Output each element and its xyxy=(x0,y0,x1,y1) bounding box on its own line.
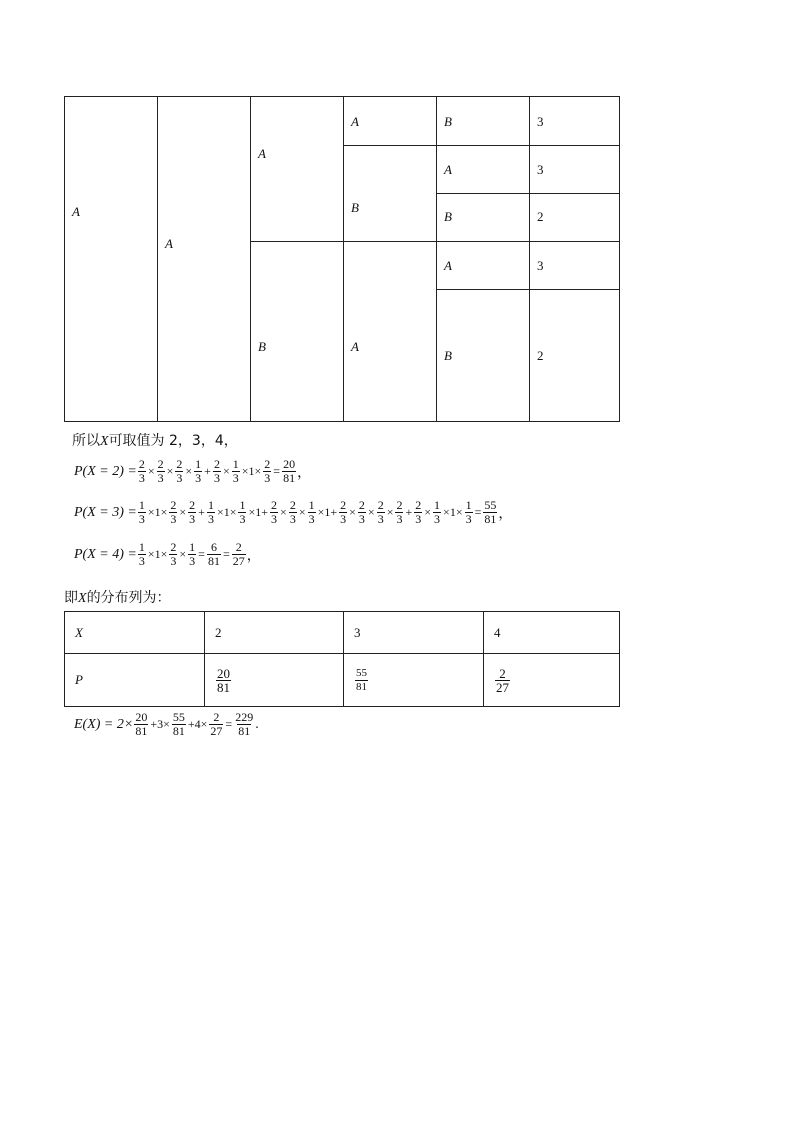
dist-prob-1-den: 81 xyxy=(217,679,230,695)
eq2-denominator: 3 xyxy=(239,512,246,526)
tree-col4-b-cell xyxy=(343,145,437,242)
intro-sentence xyxy=(72,430,238,450)
eq2-operator: × xyxy=(280,505,287,519)
tree-col6-r5-value: 2 xyxy=(537,348,544,363)
dist-prob-3-num: 2 xyxy=(499,665,506,681)
table-row xyxy=(65,612,620,654)
dist-header-2: 2 xyxy=(205,612,344,654)
eq1-operator: × xyxy=(222,464,230,478)
tree-col3-top-cell xyxy=(250,96,344,242)
exp-terms xyxy=(133,711,233,738)
dist-var: X xyxy=(78,591,87,606)
tree-col5-r5-label: B xyxy=(444,348,452,363)
eq2-terms xyxy=(137,499,483,526)
intro-post: 可取值为 2，3，4， xyxy=(108,433,238,449)
eq2-fraction xyxy=(270,499,278,526)
eq2-denominator: 3 xyxy=(308,512,315,526)
eq2-numerator: 1 xyxy=(434,498,441,512)
eq2-denominator: 3 xyxy=(170,512,177,526)
eq2-fraction xyxy=(289,499,297,526)
eq2-denominator: 3 xyxy=(271,512,278,526)
eq3-result xyxy=(232,541,246,568)
eq2-numerator: 1 xyxy=(207,498,214,512)
eq3-tail: ， xyxy=(246,547,261,564)
eq1-operator: = xyxy=(273,464,281,478)
eq2-denominator: 3 xyxy=(289,512,296,526)
exp-result-num: 229 xyxy=(235,710,254,724)
eq3-denominator: 3 xyxy=(189,554,196,568)
exp-fraction xyxy=(172,711,186,738)
eq2-numerator: 1 xyxy=(465,498,472,512)
eq2-numerator: 2 xyxy=(377,498,384,512)
dist-post: 的分布列为： xyxy=(86,590,171,606)
exp-denominator: 81 xyxy=(135,724,148,738)
eq3-fraction xyxy=(138,541,146,568)
eq3-lhs: P(X = 4) = xyxy=(74,546,137,562)
eq2-operator: × xyxy=(424,505,432,519)
tree-col6-r4-value: 3 xyxy=(537,258,544,273)
eq3-numerator: 2 xyxy=(170,540,177,554)
eq2-numerator: 2 xyxy=(271,498,278,512)
eq2-operator: = xyxy=(474,505,482,519)
tree-col4-c-cell xyxy=(343,241,437,422)
exp-tail: . xyxy=(255,716,259,732)
tree-col2-label: A xyxy=(165,236,173,251)
eq1-operator: × xyxy=(185,464,193,478)
eq2-fraction xyxy=(395,499,403,526)
exp-operator: +4× xyxy=(187,717,208,731)
equation-p2 xyxy=(74,458,311,485)
eq1-denominator: 3 xyxy=(157,471,164,485)
eq3-fraction xyxy=(207,541,221,568)
tree-col5-r3-label: B xyxy=(444,209,452,224)
eq1-fraction xyxy=(232,458,240,485)
eq2-operator: × xyxy=(298,505,306,519)
tree-col6-r3-value: 2 xyxy=(537,209,544,224)
eq1-denominator: 3 xyxy=(213,471,220,485)
distribution-sentence xyxy=(64,587,171,607)
eq2-fraction xyxy=(138,499,146,526)
eq2-denominator: 3 xyxy=(138,512,145,526)
eq2-operator: ×1+ xyxy=(248,505,269,519)
eq1-operator: × xyxy=(147,464,155,478)
eq2-result-den: 81 xyxy=(484,512,497,526)
exp-operator: = xyxy=(225,717,233,731)
eq2-operator: × xyxy=(386,505,394,519)
tree-col1-label: A xyxy=(72,204,80,219)
tree-col6-r1-value: 3 xyxy=(537,114,544,129)
eq3-operator: = xyxy=(198,547,205,561)
eq2-operator: × xyxy=(349,505,356,519)
dist-prob-2 xyxy=(344,654,484,707)
eq2-fraction xyxy=(377,499,385,526)
eq2-numerator: 2 xyxy=(189,498,196,512)
exp-result xyxy=(234,711,254,738)
eq3-operator: × xyxy=(179,547,187,561)
eq2-tail: ， xyxy=(498,505,513,522)
eq2-denominator: 3 xyxy=(207,512,214,526)
eq1-numerator: 1 xyxy=(195,457,202,471)
eq1-denominator: 3 xyxy=(176,471,183,485)
dist-prob-2-den: 81 xyxy=(356,680,367,693)
eq1-operator: ×1× xyxy=(241,464,262,478)
dist-prob-1 xyxy=(205,654,344,707)
eq1-denominator: 3 xyxy=(195,471,202,485)
eq2-numerator: 2 xyxy=(415,498,422,512)
exp-numerator: 20 xyxy=(135,710,148,724)
dist-header-x: X xyxy=(65,612,205,654)
eq3-result-num: 2 xyxy=(235,540,242,554)
eq2-operator: + xyxy=(198,505,205,519)
eq2-operator: × xyxy=(367,505,375,519)
exp-denominator: 27 xyxy=(210,724,223,738)
eq3-numerator: 1 xyxy=(189,540,196,554)
eq3-fraction xyxy=(188,541,196,568)
equation-p3 xyxy=(74,499,512,526)
exp-result-den: 81 xyxy=(238,724,251,738)
eq2-fraction xyxy=(465,499,473,526)
exp-fraction xyxy=(134,711,148,738)
tree-col4-c-label: A xyxy=(351,339,359,354)
eq3-operator: ×1× xyxy=(147,547,168,561)
eq1-result-num: 20 xyxy=(283,457,296,471)
eq2-denominator: 3 xyxy=(377,512,384,526)
distribution-table xyxy=(64,611,620,707)
eq3-numerator: 1 xyxy=(138,540,145,554)
eq2-denominator: 3 xyxy=(465,512,472,526)
eq1-fraction xyxy=(157,458,165,485)
dist-prob-2-num: 55 xyxy=(356,666,367,679)
exp-fraction xyxy=(209,711,223,738)
eq1-terms xyxy=(137,458,281,485)
table-row xyxy=(65,654,620,707)
eq2-numerator: 2 xyxy=(396,498,403,512)
eq3-denominator: 3 xyxy=(170,554,177,568)
eq2-fraction xyxy=(339,499,347,526)
eq2-denominator: 3 xyxy=(434,512,441,526)
eq2-denominator: 3 xyxy=(189,512,196,526)
dist-prob-3-den: 27 xyxy=(496,679,509,695)
eq2-lhs: P(X = 3) = xyxy=(74,504,137,520)
dist-pre: 即 xyxy=(64,590,78,606)
eq1-tail: ， xyxy=(297,464,312,481)
dist-header-3: 3 xyxy=(344,612,484,654)
eq1-operator: + xyxy=(204,464,211,478)
eq2-operator: ×1+ xyxy=(317,505,338,519)
eq2-operator: ×1× xyxy=(216,505,237,519)
eq1-denominator: 3 xyxy=(232,471,239,485)
eq1-result xyxy=(282,458,296,485)
eq2-denominator: 3 xyxy=(396,512,403,526)
expectation-line xyxy=(74,711,259,738)
tree-col5-r4-label: A xyxy=(444,258,452,273)
dist-prob-3 xyxy=(484,654,620,707)
eq2-numerator: 1 xyxy=(308,498,315,512)
eq2-denominator: 3 xyxy=(358,512,365,526)
outcome-tree-table xyxy=(64,96,620,422)
eq2-fraction xyxy=(169,499,177,526)
tree-col3-bottom-cell xyxy=(250,241,344,422)
eq1-result-den: 81 xyxy=(283,471,296,485)
eq1-numerator: 2 xyxy=(264,457,271,471)
eq1-fraction xyxy=(263,458,271,485)
eq1-operator: × xyxy=(166,464,174,478)
intro-var: X xyxy=(100,434,109,449)
eq2-denominator: 3 xyxy=(415,512,422,526)
dist-header-4: 4 xyxy=(484,612,620,654)
eq2-numerator: 2 xyxy=(358,498,365,512)
eq1-denominator: 3 xyxy=(138,471,145,485)
eq2-numerator: 2 xyxy=(170,498,177,512)
tree-col5-r1-label: B xyxy=(444,114,452,129)
eq3-fraction xyxy=(169,541,177,568)
eq2-result xyxy=(483,499,497,526)
intro-pre: 所以 xyxy=(72,433,100,449)
exp-denominator: 81 xyxy=(172,724,185,738)
eq3-result-den: 27 xyxy=(232,554,245,568)
exp-lhs: E(X) = 2× xyxy=(74,716,134,732)
eq1-numerator: 2 xyxy=(157,457,164,471)
eq2-denominator: 3 xyxy=(340,512,347,526)
tree-col6-r2-value: 3 xyxy=(537,162,544,177)
exp-numerator: 2 xyxy=(213,710,220,724)
eq2-result-num: 55 xyxy=(484,498,497,512)
eq2-numerator: 1 xyxy=(239,498,246,512)
eq1-denominator: 3 xyxy=(264,471,271,485)
eq2-fraction xyxy=(358,499,366,526)
eq2-operator: ×1× xyxy=(147,505,168,519)
tree-col2-cell xyxy=(157,96,251,422)
eq3-terms xyxy=(137,541,231,568)
eq1-lhs: P(X = 2) = xyxy=(74,463,137,479)
eq2-fraction xyxy=(308,499,316,526)
eq3-operator: = xyxy=(222,547,230,561)
exp-numerator: 55 xyxy=(172,710,185,724)
eq2-fraction xyxy=(414,499,422,526)
tree-col1-cell xyxy=(64,96,158,422)
eq2-operator: + xyxy=(405,505,413,519)
tree-col5-r2-label: A xyxy=(444,162,452,177)
eq2-fraction xyxy=(188,499,196,526)
eq1-fraction xyxy=(175,458,183,485)
eq1-numerator: 2 xyxy=(176,457,183,471)
eq2-fraction xyxy=(238,499,246,526)
eq1-fraction xyxy=(213,458,221,485)
eq1-numerator: 2 xyxy=(213,457,220,471)
eq2-operator: × xyxy=(179,505,187,519)
eq3-numerator: 6 xyxy=(210,540,217,554)
eq2-fraction xyxy=(207,499,215,526)
tree-col4-a-label: A xyxy=(351,114,359,129)
equation-p4 xyxy=(74,541,261,568)
eq2-operator: ×1× xyxy=(443,505,463,519)
eq3-denominator: 81 xyxy=(207,554,220,568)
tree-col3-bottom-label: B xyxy=(258,339,266,354)
tree-col4-b-label: B xyxy=(351,200,359,215)
dist-row-label: P xyxy=(65,654,205,707)
eq2-numerator: 2 xyxy=(289,498,296,512)
eq3-denominator: 3 xyxy=(138,554,145,568)
dist-prob-1-num: 20 xyxy=(217,665,230,681)
eq2-numerator: 1 xyxy=(138,498,145,512)
eq1-fraction xyxy=(138,458,146,485)
eq2-fraction xyxy=(433,499,441,526)
exp-operator: +3× xyxy=(150,717,170,731)
eq1-fraction xyxy=(194,458,202,485)
eq1-numerator: 2 xyxy=(138,457,145,471)
eq1-numerator: 1 xyxy=(232,457,239,471)
eq2-numerator: 2 xyxy=(340,498,347,512)
tree-col3-top-label: A xyxy=(258,146,266,161)
